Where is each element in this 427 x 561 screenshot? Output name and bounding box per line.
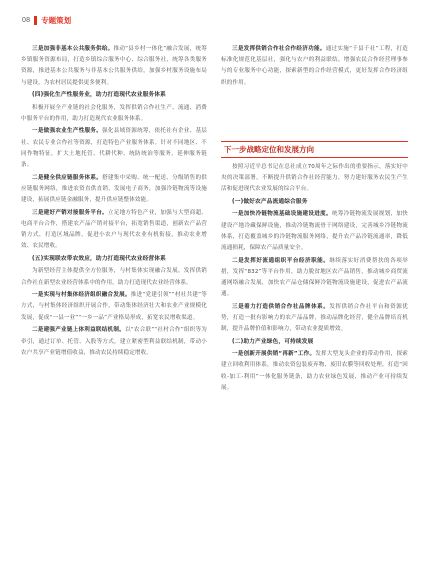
paragraph-lead: 一是做强农业生产性服务。	[32, 128, 103, 135]
paragraph-text: 强化县域资源统筹，依托社有企业、基层社、农民专业合作社等资源，打造特色产业服务体系。针对不同地区、不同作物特征，扩大土地托管、代耕代种、统防统治等服务，延伸服务链条。	[21, 128, 207, 169]
paragraph-text: 为新型经营主体提供全方位服务，与村集体实现融合发展，发挥供销合作社在新型农业经营体系中的作用，助力打造现代农业经营体系。	[21, 268, 207, 286]
paragraph-lead: 二是发挥好流通组织平台经济职能。	[232, 257, 330, 264]
paragraph-text: 立足地方特色产业，加强与大型商超、电商平台合作，搭建农产品产销对接平台，拓宽销售渠道，创新农产品营销方式，打造区域品牌，促进小农户与现代农业有机衔接，推动农业增效、农民增收。	[21, 209, 207, 250]
section-title: 专题策划	[41, 15, 72, 25]
paragraph	[221, 302, 408, 336]
paragraph-lead: 三是加强非基本公共服务供给。	[32, 46, 114, 52]
paragraph-text: 发挥大型龙头企业的带动作用，探索建立回收利用体系，推动农资包装废弃物、废旧农膜等回收处理，打造“回收-加工-利用”一体化服务链条，助力农业绿色发展，推动产业可持续发展。	[221, 351, 408, 391]
paragraph	[21, 173, 207, 207]
paragraph-lead: 三是建好产销对接服务平台。	[32, 209, 108, 216]
paragraph-lead: 一是加快冷链物流基础设施建设进度。	[232, 211, 332, 218]
paragraph	[21, 44, 207, 89]
right-text-column-bottom	[221, 162, 408, 396]
paragraph	[221, 349, 408, 394]
paragraph-lead: 三是发挥供销合作社合作经济功能。	[232, 46, 326, 52]
paragraph	[221, 44, 408, 89]
paragraph-lead: 二是健全供应链服务体系。	[32, 174, 103, 181]
paragraph	[221, 256, 408, 301]
paragraph	[21, 325, 207, 359]
paragraph-text: 发挥供销合作社平台和资源优势，打造一批有影响力的农产品品牌，推动品牌化经营，健全品牌培育机制，提升品牌价值和影响力，带动农业提质增效。	[221, 303, 408, 333]
paragraph-lead: 一是创新开展供销“再新”工作。	[232, 351, 316, 358]
paragraph	[21, 126, 207, 171]
subsection-heading: (五)实现联农带农效应，助力打造现代农业经营体系	[32, 256, 166, 263]
paragraph	[21, 266, 207, 288]
paragraph	[21, 208, 207, 253]
page-number: 08	[22, 16, 31, 24]
section-heading: 下一步战略定位和发展方向	[224, 145, 314, 154]
paragraph-lead: 一是实现与村集体经济组织融合发展。	[32, 292, 131, 299]
left-text-column	[21, 44, 207, 360]
page-header	[22, 14, 71, 26]
paragraph-text: 以“农合联”“社村合作”组织等为牵引，通过订单、托管、入股等方式，建立紧密型利益联结机制，带动小农户共享产业链增值收益，推动农民持续稳定增收。	[21, 327, 207, 356]
paragraph-lead: 二是建强产业链上体利益联结机制。	[32, 327, 125, 334]
paragraph-text: 继续落实好消费帮扶的各项举措，发挥“832”等平台作用，助力脱贫地区农产品销售，推动城乡商贸流通网络融合发展，加快农产品仓储保鲜冷链物流设施建设，促进农产品流通。	[221, 257, 408, 298]
paragraph-lead: 三是着力打造供销合作社品牌体系。	[232, 303, 330, 310]
paragraph-text: 推进“党建引领”“村社共建”等方式，与村集体经济组织开展合作，带动集体经济壮大和农业产业规模化发展，促成“一县一业”“一乡一品”产业格局形成，拓宽农民增收渠道。	[21, 292, 207, 321]
paragraph-text: 推动“县乡村一体化”融合发展，统筹乡镇服务资源布局，打造乡镇综合服务中心、综合服务社，统筹各类服务资源，推进基本公共服务与非基本公共服务供给，加强乡村服务设施布局与建设，为农村居民提供更多便利。	[21, 46, 207, 86]
subsection-heading: (二)助力产业绿色，可持续发展	[232, 339, 314, 346]
paragraph-text: 按照习近平总书记在总社成立70周年之际作出的重要指示，落实好中央的决策部署，不断提升供销合作社经营能力，努力建好服务农民生产生活和促进现代农业发展的综合平台。	[221, 164, 408, 193]
paragraph	[21, 290, 207, 324]
section-heading-bar	[221, 141, 408, 158]
subsection-heading: (一)做好农产品流通综合服务	[232, 199, 308, 206]
subsection-heading: (四)强化生产性服务业，助力打造现代农业服务体系	[32, 92, 166, 99]
paragraph-text: 搭建集中采购、统一配送、分级销售的供应链服务网络，推进农资直供直销，发展电子商务，加强冷链物流等设施建设，拓展供应链金融服务，提升供应链整体效能。	[21, 174, 207, 204]
paragraph-text: 积极开展全产业链的社会化服务，发挥供销合作社生产、流通、消费中服务平台的作用，助力打造现代农业服务体系。	[21, 104, 207, 122]
header-accent-bar	[34, 16, 37, 25]
right-text-column-top	[221, 44, 408, 90]
paragraph	[221, 162, 408, 196]
paragraph-text: 通过实施“千县千社”工程，打造标准化规范化基层社，强化与农户的利益联结，增强农民合作经营理事参与的专业服务中心功能，探索新型的合作经营模式，更好发挥合作经济组织的作用。	[221, 46, 409, 86]
paragraph	[221, 209, 408, 254]
paragraph	[21, 103, 207, 125]
paragraph-text: 统筹冷链物流发展规划，加快建设产地冷藏保鲜设施，推动冷链物流骨干网络建设，完善城乡冷链物流体系，打造覆盖城乡的冷链物流服务网络，提升农产品冷链流通率，降低流通损耗，保障农产品质量安全。	[221, 211, 408, 251]
